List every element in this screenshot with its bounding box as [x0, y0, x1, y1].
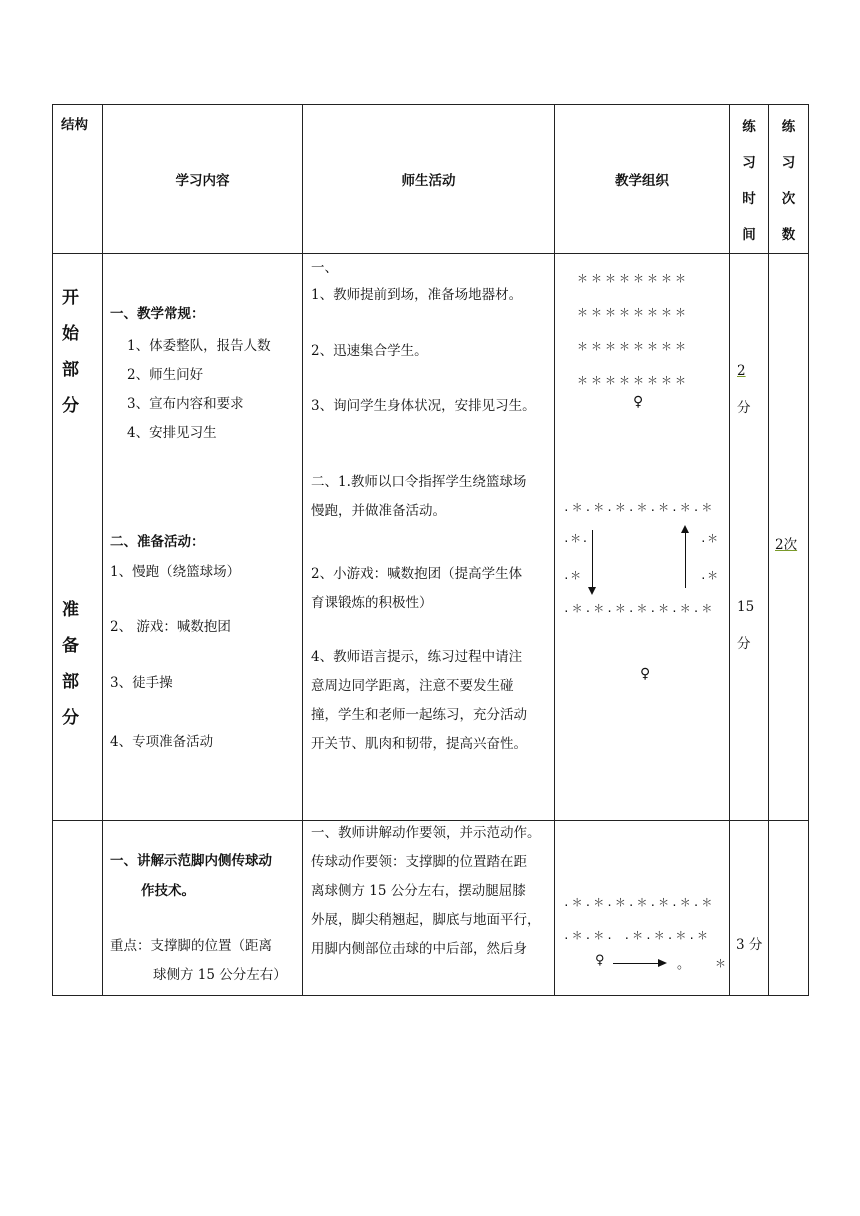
- arrow-right-icon: [613, 963, 659, 964]
- activity-item: 2、迅速集合学生。: [311, 343, 428, 359]
- pass-formation-row: .＊.＊. .＊.＊.＊.＊: [563, 929, 710, 942]
- table-row: [53, 821, 809, 996]
- activity-game-text: [311, 560, 522, 618]
- list-item: 2、师生问好: [127, 367, 204, 383]
- header-activity: [303, 105, 555, 254]
- activity-line: 一、教师讲解动作要领，并示范动作。: [311, 825, 541, 841]
- header-structure-label: 结构: [61, 117, 88, 133]
- activity-explanation: [311, 819, 541, 964]
- formation-row: ＊＊＊＊＊＊＊＊: [577, 374, 689, 387]
- routine-title: 一、教学常规：: [110, 306, 205, 322]
- activity-line: 传球动作要领：支撑脚的位置踏在距: [311, 854, 527, 870]
- count-cell: [769, 254, 809, 821]
- header-content: [103, 105, 303, 254]
- header-structure: [53, 105, 103, 254]
- table-row: [53, 254, 809, 821]
- count-value: [775, 533, 797, 553]
- arrow-right-head-icon: [658, 959, 667, 967]
- activity-line: 离球侧方 15 公分左右，摆动腿屈膝: [311, 883, 526, 899]
- activity-line: 开关节、肌肉和韧带，提高兴奋性。: [311, 736, 527, 752]
- activity-line: 二、1.教师以口令指挥学生绕篮球场: [311, 474, 527, 490]
- structure-warmup-section: [62, 592, 79, 736]
- activity-item: 1、教师提前到场，准备场地器材。: [311, 287, 523, 303]
- header-activity-label: 师生活动: [401, 173, 456, 189]
- header-time-char: 间: [742, 227, 756, 243]
- jog-bottom-row: .＊.＊.＊.＊.＊.＊.＊: [563, 602, 715, 615]
- list-item: 1、体委整队，报告人数: [127, 338, 271, 354]
- header-practice-time: [730, 105, 769, 254]
- jog-right-1: .＊: [700, 532, 719, 545]
- content-cell: [103, 821, 303, 996]
- ball-icon: 。: [677, 957, 691, 972]
- activity-jog-text: [311, 468, 526, 526]
- list-item: 4、安排见习生: [127, 425, 217, 441]
- time-cell: [730, 821, 769, 996]
- jog-left-2: .＊: [563, 569, 582, 582]
- header-count-char: 次: [781, 191, 796, 207]
- arrow-down-head-icon: [588, 587, 596, 595]
- header-count-char: 练: [781, 119, 796, 135]
- structure-char: 部: [62, 672, 79, 692]
- activity-line: 慢跑，并做准备活动。: [311, 503, 446, 519]
- list-item: 3、宣布内容和要求: [127, 396, 244, 412]
- header-content-label: 学习内容: [175, 173, 230, 189]
- header-organization: [555, 105, 730, 254]
- activity-line: 撞，学生和老师一起练习，充分活动: [311, 707, 527, 723]
- structure-char: 始: [62, 324, 79, 344]
- jog-left-1: .＊.: [563, 532, 589, 545]
- table-header-row: [53, 105, 809, 254]
- structure-char: 备: [62, 636, 79, 656]
- header-practice-count: [769, 105, 809, 254]
- arrow-up-head-icon: [681, 525, 689, 533]
- time-warmup-value: 15: [737, 599, 755, 615]
- activity-part1-head: 一、: [311, 260, 338, 276]
- arrow-down-icon: [592, 530, 593, 588]
- content-cell: [103, 254, 303, 821]
- time-number: 2: [737, 363, 746, 379]
- header-count-char: 数: [781, 227, 796, 243]
- formation-row: ＊＊＊＊＊＊＊＊: [577, 272, 689, 285]
- activity-cell: [303, 821, 555, 996]
- list-item: 1、慢跑（绕篮球场）: [110, 564, 241, 580]
- teacher-icon: ♀: [640, 666, 651, 682]
- student-icon: ＊: [715, 957, 727, 970]
- header-count-char: 习: [781, 155, 796, 171]
- jog-right-2: .＊: [700, 569, 719, 582]
- activity-line: 2、小游戏：喊数抱团（提高学生体: [311, 566, 523, 582]
- activity-line: 4、教师语言提示，练习过程中请注: [311, 649, 523, 665]
- arrow-up-icon: [685, 532, 686, 588]
- header-organization-label: 教学组织: [615, 173, 669, 189]
- header-time-char: 练: [742, 119, 756, 135]
- jog-top-row: .＊.＊.＊.＊.＊.＊.＊: [563, 501, 715, 514]
- activity-line: 育课锻炼的积极性）: [311, 595, 433, 611]
- structure-char: 开: [62, 288, 79, 308]
- activity-line: 外展，脚尖稍翘起，脚底与地面平行，: [311, 912, 541, 928]
- technique-title-cont: 作技术。: [141, 883, 195, 899]
- time-value: 3 分: [736, 937, 763, 953]
- formation-row: ＊＊＊＊＊＊＊＊: [577, 306, 689, 319]
- structure-char: 部: [62, 360, 79, 380]
- organization-cell: [555, 254, 730, 821]
- structure-cell: [53, 254, 103, 821]
- structure-char: 准: [62, 600, 79, 620]
- activity-item: 3、询问学生身体状况，安排见习生。: [311, 398, 536, 414]
- time-start-value: [737, 363, 746, 379]
- pass-formation-row: .＊.＊.＊.＊.＊.＊.＊: [563, 896, 715, 909]
- count-text: 2次: [775, 537, 798, 553]
- organization-cell: [555, 821, 730, 996]
- activity-line: 意周边同学距离，注意不要发生碰: [311, 678, 514, 694]
- time-cell: [730, 254, 769, 821]
- activity-tip-text: [311, 643, 527, 759]
- header-time-char: 习: [742, 155, 756, 171]
- lesson-plan-table: [52, 104, 809, 996]
- structure-char: 分: [62, 396, 79, 416]
- formation-diagram: [577, 262, 689, 398]
- structure-start-section: [62, 280, 79, 424]
- technique-title: 一、讲解示范脚内侧传球动: [110, 853, 272, 869]
- key-point-cont: 球侧方 15 公分左右）: [153, 967, 287, 983]
- time-start-unit: 分: [737, 400, 751, 416]
- list-item: 2、 游戏：喊数抱团: [110, 619, 231, 635]
- formation-row: ＊＊＊＊＊＊＊＊: [577, 340, 689, 353]
- structure-char: 分: [62, 708, 79, 728]
- warmup-title: 二、准备活动：: [110, 534, 205, 550]
- key-point: 重点：支撑脚的位置（距离: [110, 938, 272, 954]
- teacher-icon: ♀: [595, 953, 605, 968]
- activity-cell: [303, 254, 555, 821]
- list-item: 3、徒手操: [110, 675, 173, 691]
- header-time-char: 时: [742, 191, 756, 207]
- list-item: 4、专项准备活动: [110, 734, 214, 750]
- structure-cell: [53, 821, 103, 996]
- routine-list: [127, 332, 271, 448]
- activity-line: 用脚内侧部位击球的中后部，然后身: [311, 941, 527, 957]
- time-warmup-unit: 分: [737, 636, 751, 652]
- count-cell: [769, 821, 809, 996]
- teacher-icon: ♀: [633, 394, 644, 410]
